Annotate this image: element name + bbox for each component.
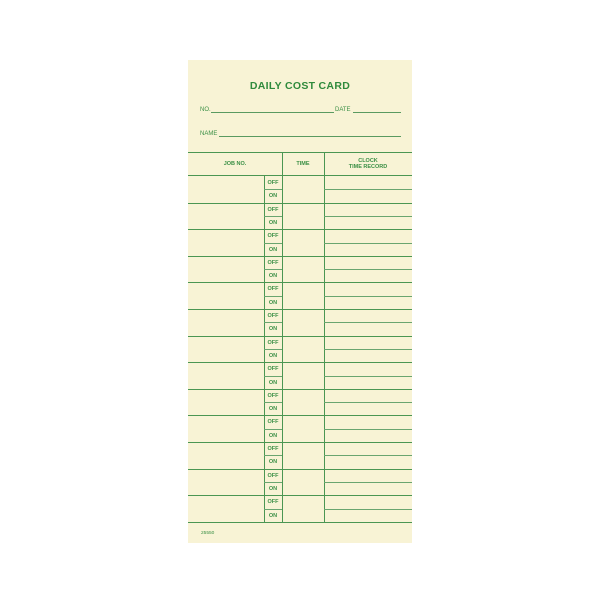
name-line xyxy=(219,136,401,137)
row-label-off: OFF xyxy=(267,206,279,213)
row-label-on: ON xyxy=(268,326,278,333)
row-label-on: ON xyxy=(268,432,278,439)
clock-mid-line xyxy=(324,243,412,244)
clock-mid-line xyxy=(324,429,412,430)
clock-mid-line xyxy=(324,402,412,403)
column-header-row xyxy=(188,152,412,176)
date-line xyxy=(353,112,401,113)
row-pair-line xyxy=(188,309,412,310)
row-mid-line xyxy=(264,189,282,190)
clock-header-line2: TIME RECORD xyxy=(348,164,388,170)
clock-mid-line xyxy=(324,189,412,190)
row-label-on: ON xyxy=(268,219,278,226)
row-label-off: OFF xyxy=(267,366,279,373)
clock-mid-line xyxy=(324,349,412,350)
row-pair-line xyxy=(188,495,412,496)
no-label: NO. xyxy=(200,107,211,113)
row-pair-line xyxy=(188,415,412,416)
grid-bottom-rule xyxy=(188,522,412,523)
row-mid-line xyxy=(264,429,282,430)
form-number: 25550 xyxy=(201,531,215,536)
row-label-off: OFF xyxy=(267,313,279,319)
row-pair-line xyxy=(188,203,412,204)
row-pair-line xyxy=(188,229,412,230)
clock-mid-line xyxy=(324,216,412,217)
row-label-on: ON xyxy=(268,406,278,413)
row-label-off: OFF xyxy=(267,446,279,452)
row-pair-line xyxy=(188,256,412,257)
row-label-on: ON xyxy=(268,352,278,359)
card-title: DAILY COST CARD xyxy=(249,80,351,92)
row-label-off: OFF xyxy=(267,392,279,399)
row-label-off: OFF xyxy=(267,286,279,293)
row-label-on: ON xyxy=(268,512,278,519)
date-field[interactable] xyxy=(335,104,401,114)
row-mid-line xyxy=(264,376,282,377)
divider-time-col xyxy=(282,152,283,522)
row-label-off: OFF xyxy=(267,499,279,506)
name-label: NAME xyxy=(200,131,218,137)
row-label-off: OFF xyxy=(267,472,279,479)
row-mid-line xyxy=(264,509,282,510)
clock-mid-line xyxy=(324,322,412,323)
row-pair-line xyxy=(188,362,412,363)
row-mid-line xyxy=(264,402,282,403)
clock-mid-line xyxy=(324,269,412,270)
row-label-on: ON xyxy=(268,485,278,492)
row-pair-line xyxy=(188,389,412,390)
clock-mid-line xyxy=(324,296,412,297)
date-label: DATE xyxy=(335,107,351,113)
row-pair-line xyxy=(188,336,412,337)
row-label-on: ON xyxy=(268,273,278,280)
row-label-off: OFF xyxy=(267,180,279,186)
job-no-header: JOB NO. xyxy=(223,161,247,167)
row-label-off: OFF xyxy=(267,259,279,266)
row-mid-line xyxy=(264,243,282,244)
row-mid-line xyxy=(264,296,282,297)
clock-mid-line xyxy=(324,455,412,456)
row-label-on: ON xyxy=(268,379,278,386)
divider-clock-col xyxy=(324,152,325,522)
row-mid-line xyxy=(264,269,282,270)
no-field[interactable] xyxy=(200,104,334,114)
row-mid-line xyxy=(264,455,282,456)
row-pair-line xyxy=(188,469,412,470)
row-pair-line xyxy=(188,442,412,443)
daily-cost-card xyxy=(188,60,412,543)
name-field[interactable] xyxy=(200,128,401,138)
row-label-on: ON xyxy=(268,246,278,253)
row-mid-line xyxy=(264,322,282,323)
row-mid-line xyxy=(264,216,282,217)
clock-mid-line xyxy=(324,376,412,377)
row-label-off: OFF xyxy=(267,233,279,240)
row-label-on: ON xyxy=(268,299,278,306)
time-header: TIME xyxy=(296,161,310,167)
clock-mid-line xyxy=(324,482,412,483)
row-label-on: ON xyxy=(268,459,278,466)
row-label-off: OFF xyxy=(267,339,279,346)
clock-header-line1: CLOCK xyxy=(358,158,378,164)
row-pair-line xyxy=(188,282,412,283)
no-line xyxy=(211,112,334,113)
clock-mid-line xyxy=(324,509,412,510)
row-label-off: OFF xyxy=(267,419,279,426)
clock-time-record-header xyxy=(324,153,412,175)
row-mid-line xyxy=(264,349,282,350)
row-mid-line xyxy=(264,482,282,483)
row-label-on: ON xyxy=(268,193,278,200)
